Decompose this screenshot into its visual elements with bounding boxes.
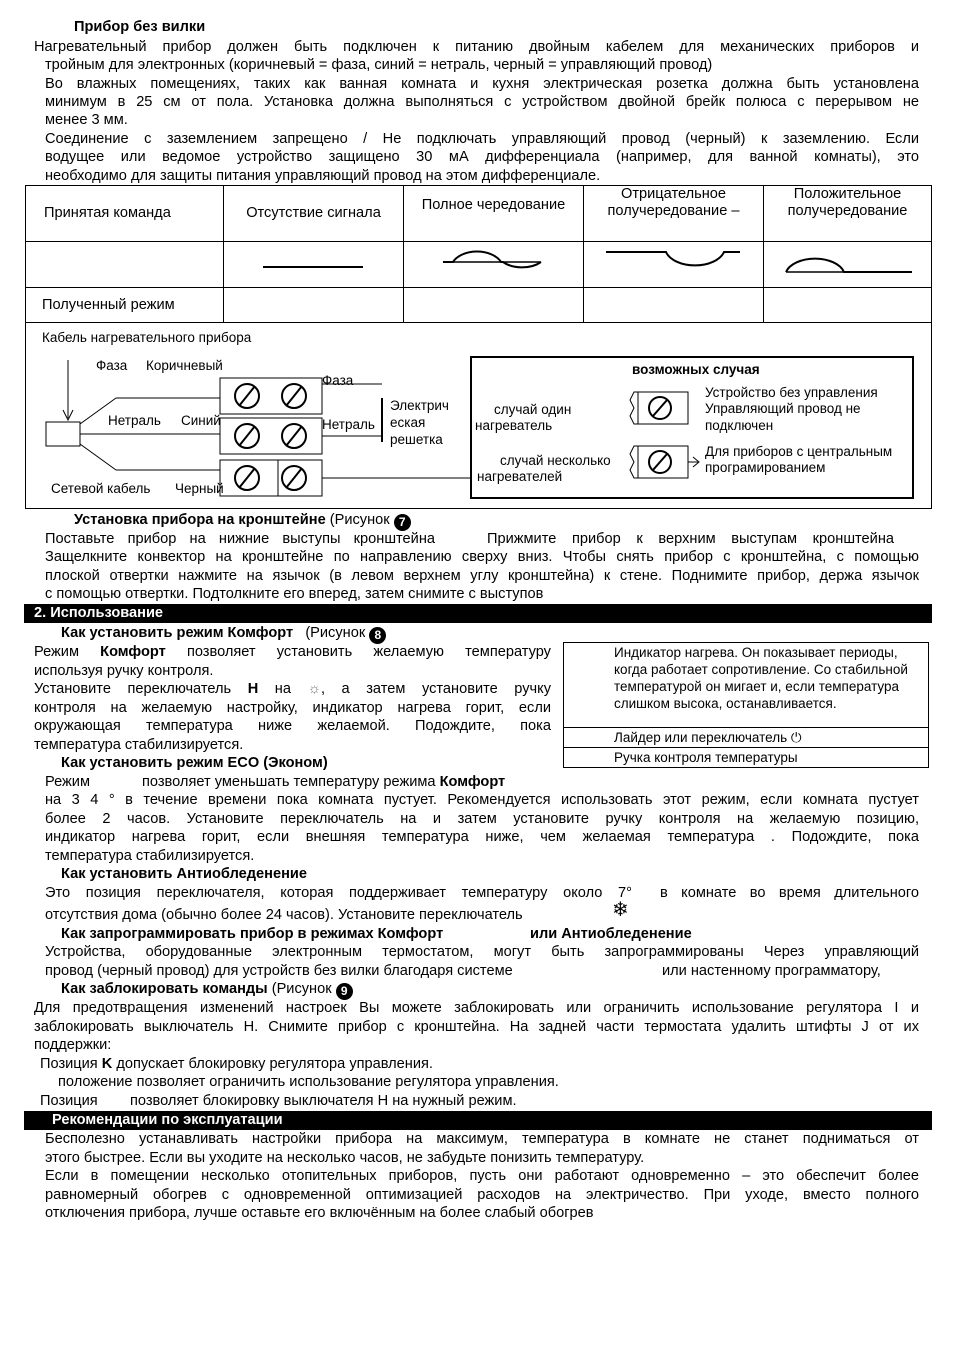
right-phase-label: Фаза [322, 373, 354, 388]
programming-heading-a: Как запрограммировать прибор в режимах Комфорт [61, 926, 444, 942]
legend-control-knob: Ручка контроля температуры [564, 748, 929, 768]
table-cell-positive-half: Положительное получередование [764, 186, 932, 242]
intro-paragraph-3-line-1: Соединение с заземлением запрещено / Не подключать управляющий провод (черный) к заземлению. Если [45, 131, 919, 147]
cases-title: возможных случая [632, 362, 760, 377]
controls-legend-table [563, 642, 929, 768]
text: Комфорт [100, 644, 166, 660]
comfort-line-2: используя ручку контроля. [34, 663, 214, 679]
case1-left: нагреватель [475, 418, 553, 433]
table-cell-empty [224, 288, 404, 323]
lock-line-1: Для предотвращения изменений настроек Вы можете заблокировать или ограничить использование регулятора I и [34, 1000, 919, 1016]
power-icon: ⏻ [790, 730, 802, 745]
bracket-heading-text: Установка прибора на кронштейне [74, 512, 326, 528]
signal-table [25, 185, 932, 323]
lock-line-3: поддержки: [34, 1037, 112, 1053]
case1-left: случай один [494, 402, 572, 417]
grid-label: решетка [390, 432, 443, 447]
text: Установите переключатель [34, 681, 248, 697]
text: Лайдер или переключатель [614, 730, 788, 745]
case2-left: нагревателей [477, 469, 563, 484]
case2-right: Для приборов с центральным [705, 444, 893, 459]
recommend-line-3: Если в помещении несколько отопительных приборов, пусть они работают одновременно – это обеспечит более [45, 1168, 919, 1184]
legend-switch [564, 728, 929, 748]
legend-heat-indicator: Индикатор нагрева. Он показывает периоды, когда работает сопротивление. Со стабильной температурой он мигает и, если температура слишком высока, останавливается. [564, 643, 929, 728]
comfort-line-4: контроля на желаемую настройку, индикатор нагрева горит, если [34, 700, 551, 716]
bracket-line-1a: Поставьте прибор на нижние выступы кронштейна [45, 531, 435, 547]
lock-line-2: заблокировать выключатель H. Снимите прибор с кронштейна. На задней части термостата удалить штифты J от их [34, 1019, 919, 1035]
table-cell-full-alternation: Полное чередование [404, 186, 584, 242]
sun-icon: ☼ [307, 681, 321, 697]
eco-line-3: более 2 часов. Установите переключатель на и затем установите ручку контроля на желаемую позицию, [45, 811, 919, 827]
figure-number-badge: 9 [336, 983, 353, 1000]
lock-heading [61, 980, 353, 1000]
figure-ref: (Рисунок [325, 512, 394, 528]
intro-paragraph-3-line-2: водущее или ведомое устройство защищено 30 мА дифференциала (например, для ванной комнаты), это [45, 149, 919, 165]
comfort-heading [61, 624, 386, 644]
case2-right: програмированием [705, 460, 826, 475]
figure-ref: (Рисунок [305, 625, 370, 641]
case1-right: подключен [705, 418, 774, 433]
waveform-positive-half [764, 242, 932, 288]
comfort-line-3 [34, 680, 551, 698]
lock-line-6a: Позиция [40, 1093, 98, 1109]
intro-paragraph-1-line-1: Нагревательный прибор должен быть подключен к питанию двойным кабелем для механических приборов и [34, 39, 919, 55]
eco-line-4: индикатор нагрева горит, если внешняя температура ниже, чем желаемая температура . Подождите, пока [45, 829, 919, 845]
comfort-line-6: температура стабилизируется. [34, 737, 244, 753]
waveform-negative-half [584, 242, 764, 288]
frost-line-1a: Это позиция переключателя, которая поддерживает температуру около 7° [45, 885, 632, 901]
case1-right: Устройство без управления [705, 385, 878, 400]
programming-line-2a: провод (черный провод) для устройств без вилки благодаря системе [45, 963, 513, 979]
intro-paragraph-2-line-1: Во влажных помещениях, таких как ванная комната и кухня электрическая розетка должна быть установлена [45, 76, 919, 92]
figure-number-badge: 8 [369, 627, 386, 644]
table-cell-received-command: Принятая команда [26, 186, 224, 242]
phase-label: Фаза [96, 358, 128, 373]
frost-heading: Как установить Антиобледенение [61, 866, 307, 882]
blue-label: Синий [181, 413, 221, 428]
eco-line-5: температура стабилизируется. [45, 848, 255, 864]
text: позволяет установить желаемую температуру [165, 644, 551, 660]
comfort-line-1 [34, 643, 551, 661]
intro-paragraph-3-line-3: необходимо для защиты питания управляющий провод на этом дифференциале. [45, 168, 601, 184]
programming-heading-b: или Антиобледенение [530, 926, 692, 942]
section-bar-usage: 2. Использование [24, 604, 932, 623]
mains-cable-label: Сетевой кабель [51, 481, 151, 496]
text: Позиция [40, 1056, 102, 1072]
snowflake-icon: ❄ [612, 899, 629, 921]
frost-line-2: отсутствия дома (обычно более 24 часов). Установите переключатель [45, 907, 523, 923]
table-cell-no-signal: Отсутствие сигнала [224, 186, 404, 242]
table-cell-received-mode: Полученный режим [26, 288, 224, 323]
text: на [258, 681, 308, 697]
right-neutral-label: Нетраль [322, 417, 375, 432]
lock-line-4 [40, 1055, 433, 1073]
figure-number-badge: 7 [394, 514, 411, 531]
text: Комфорт [439, 774, 506, 790]
lock-line-5: положение позволяет ограничить использование регулятора управления. [58, 1074, 559, 1090]
bracket-line-1b: Прижмите прибор к верхним выступам кронштейна [487, 531, 894, 547]
text: позволяет уменьшать температуру режима [142, 774, 440, 790]
waveform-full-alternation [404, 242, 584, 288]
text: допускает блокировку регулятора управления. [112, 1056, 433, 1072]
text: Режим [34, 644, 101, 660]
bracket-line-3: плоской отвертки нажмите на язычок (в левом верхнем углу кронштейна) к стене. Поднимите прибор, держа язычок [45, 568, 919, 584]
lock-heading-text: Как заблокировать команды [61, 981, 268, 997]
recommend-line-4: равномерный обогрев с одновременной оптимизацией расходов на электричество. При уходе, вместо полного [45, 1187, 919, 1203]
recommend-line-1: Бесполезно устанавливать настройки прибора на максимум, температура в комнате не станет подниматься от [45, 1131, 919, 1147]
eco-line-1a: Режим [45, 774, 90, 790]
table-cell-empty [764, 288, 932, 323]
figure-ref: (Рисунок [267, 981, 336, 997]
table-cell-empty [26, 242, 224, 288]
comfort-line-5: окружающая температура ниже желаемой. Подождите, пока [34, 718, 551, 734]
grid-label: еская [390, 415, 426, 430]
table-cell-empty [584, 288, 764, 323]
bracket-line-4: с помощью отвертки. Подтолкните его вперед, затем снимите с выступов [45, 586, 544, 602]
intro-paragraph-1-line-2: тройным для электронных (коричневый = фаза, синий = нетраль, черный = управляющий провод) [45, 57, 713, 73]
intro-paragraph-2-line-2: минимум в 25 см от пола. Установка должна выполняться с устройством двойной брейк полюса с перерывом не [45, 94, 919, 110]
recommend-line-5: отключения прибора, лучше оставьте его включённым на более слабый обогрев [45, 1205, 594, 1221]
eco-line-1 [142, 773, 505, 791]
table-cell-empty [404, 288, 584, 323]
waveform-no-signal [224, 242, 404, 288]
programming-line-2b: или настенному программатору, [662, 963, 881, 979]
recommend-line-2: этого быстрее. Если вы уходите на несколько часов, не забудьте понизить температуру. [45, 1150, 645, 1166]
case2-left: случай несколько [500, 453, 611, 468]
programming-line-1: Устройства, оборудованные электронным термостатом, могут быть запрограммированы Через управляющий [45, 944, 919, 960]
comfort-heading-text: Как установить режим Комфорт [61, 625, 294, 641]
section-bar-recommendations: Рекомендации по эксплуатации [24, 1111, 932, 1130]
frost-line-1b: в комнате во время длительного [660, 885, 919, 901]
brown-label: Коричневый [146, 358, 223, 373]
eco-line-2: на 3 4 ° в течение времени пока комната пустует. Рекомендуется использовать этот режим, если комната пустует [45, 792, 919, 808]
black-label: Черный [175, 481, 224, 496]
wiring-diagram [25, 320, 932, 509]
text: , а затем установите ручку [320, 681, 551, 697]
grid-label: Электрич [390, 398, 449, 413]
case1-right: Управляющий провод не [705, 401, 861, 416]
lock-line-6b: позволяет блокировку выключателя H на нужный режим. [130, 1093, 517, 1109]
section-heading-no-plug: Прибор без вилки [74, 19, 206, 35]
cable-title: Кабель нагревательного прибора [42, 330, 252, 345]
neutral-label: Нетраль [108, 413, 161, 428]
bracket-heading [74, 511, 411, 531]
intro-paragraph-2-line-3: менее 3 мм. [45, 112, 128, 128]
text: H [247, 681, 259, 697]
eco-heading: Как установить режим ECO (Эконом) [61, 755, 328, 771]
bracket-line-2: Защелкните конвектор на кронштейне по направлению сверху вниз. Чтобы снять прибор с кронштейна, с помощью [45, 549, 919, 565]
table-cell-negative-half: Отрицательное получередование – [584, 186, 764, 242]
text: K [101, 1056, 113, 1072]
